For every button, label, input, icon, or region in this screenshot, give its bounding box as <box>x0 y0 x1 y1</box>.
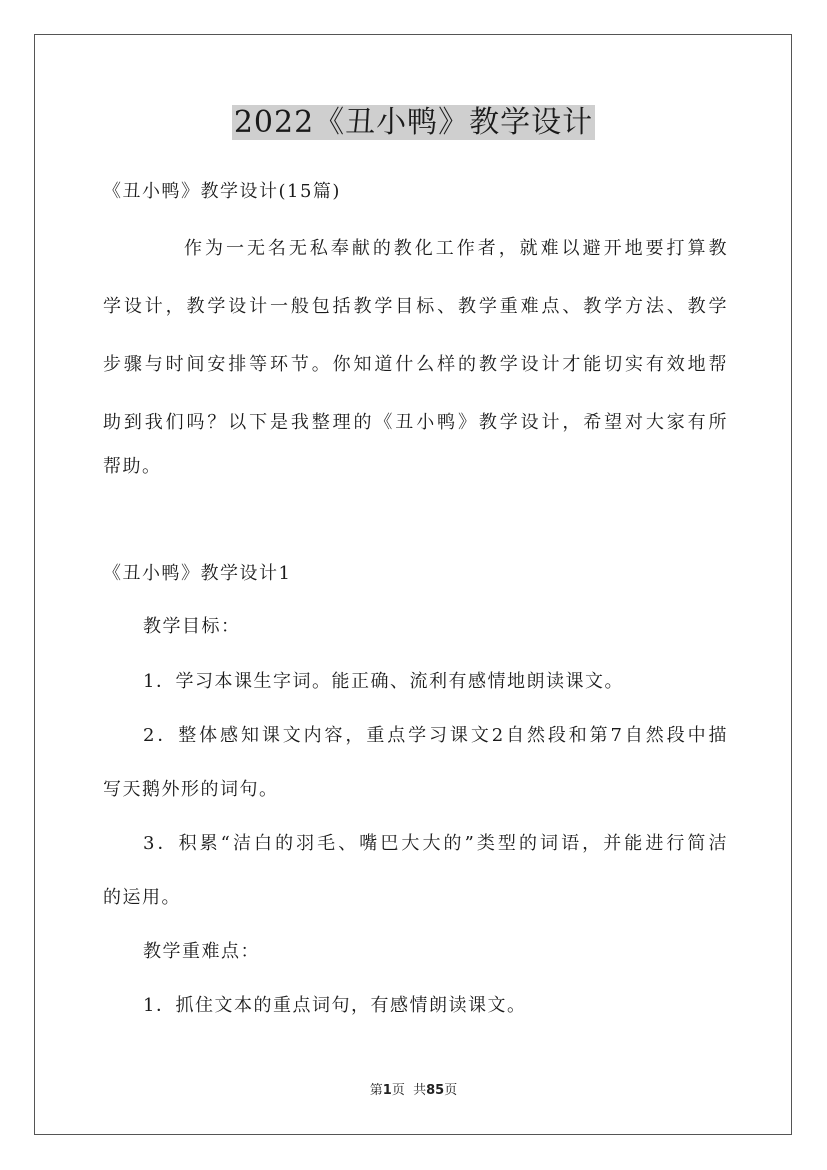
goal-3-line-2: 的运用。 <box>103 887 181 908</box>
intro-line-2: 学设计，教学设计一般包括教学目标、教学重难点、教学方法、教学 <box>103 296 728 317</box>
intro-line-3: 步骤与时间安排等环节。你知道什么样的教学设计才能切实有效地帮 <box>103 354 728 375</box>
goal-2-line-2: 写天鹅外形的词句。 <box>103 779 279 800</box>
goal-2-line-1: 2．整体感知课文内容，重点学习课文2自然段和第7自然段中描 <box>143 725 728 746</box>
goal-1: 1．学习本课生字词。能正确、流利有感情地朗读课文。 <box>143 671 624 692</box>
footer-page-suffix: 页 <box>444 1083 458 1098</box>
section-heading: 《丑小鸭》教学设计1 <box>103 563 292 584</box>
footer-page-number: 1 <box>382 1083 392 1098</box>
document-title <box>0 101 827 145</box>
intro-line-1: 作为一无名无私奉献的教化工作者，就难以避开地要打算教 <box>184 238 728 259</box>
intro-line-4: 助到我们吗？以下是我整理的《丑小鸭》教学设计，希望对大家有所 <box>103 412 728 433</box>
key-point-1: 1．抓住文本的重点词句，有感情朗读课文。 <box>143 995 527 1016</box>
document-subtitle: 《丑小鸭》教学设计(15篇) <box>103 181 341 202</box>
goal-3-line-1: 3．积累“洁白的羽毛、嘴巴大大的”类型的词语，并能进行简洁 <box>143 833 728 854</box>
footer-page-mid: 页 共 <box>391 1083 427 1098</box>
document-title-text: 2022《丑小鸭》教学设计 <box>233 105 594 140</box>
page-footer <box>0 1082 827 1100</box>
footer-page-prefix: 第 <box>369 1083 383 1098</box>
goals-label: 教学目标： <box>143 616 241 637</box>
footer-total-pages: 85 <box>426 1083 445 1098</box>
intro-line-5: 帮助。 <box>103 456 162 477</box>
key-points-label: 教学重难点： <box>143 941 260 962</box>
